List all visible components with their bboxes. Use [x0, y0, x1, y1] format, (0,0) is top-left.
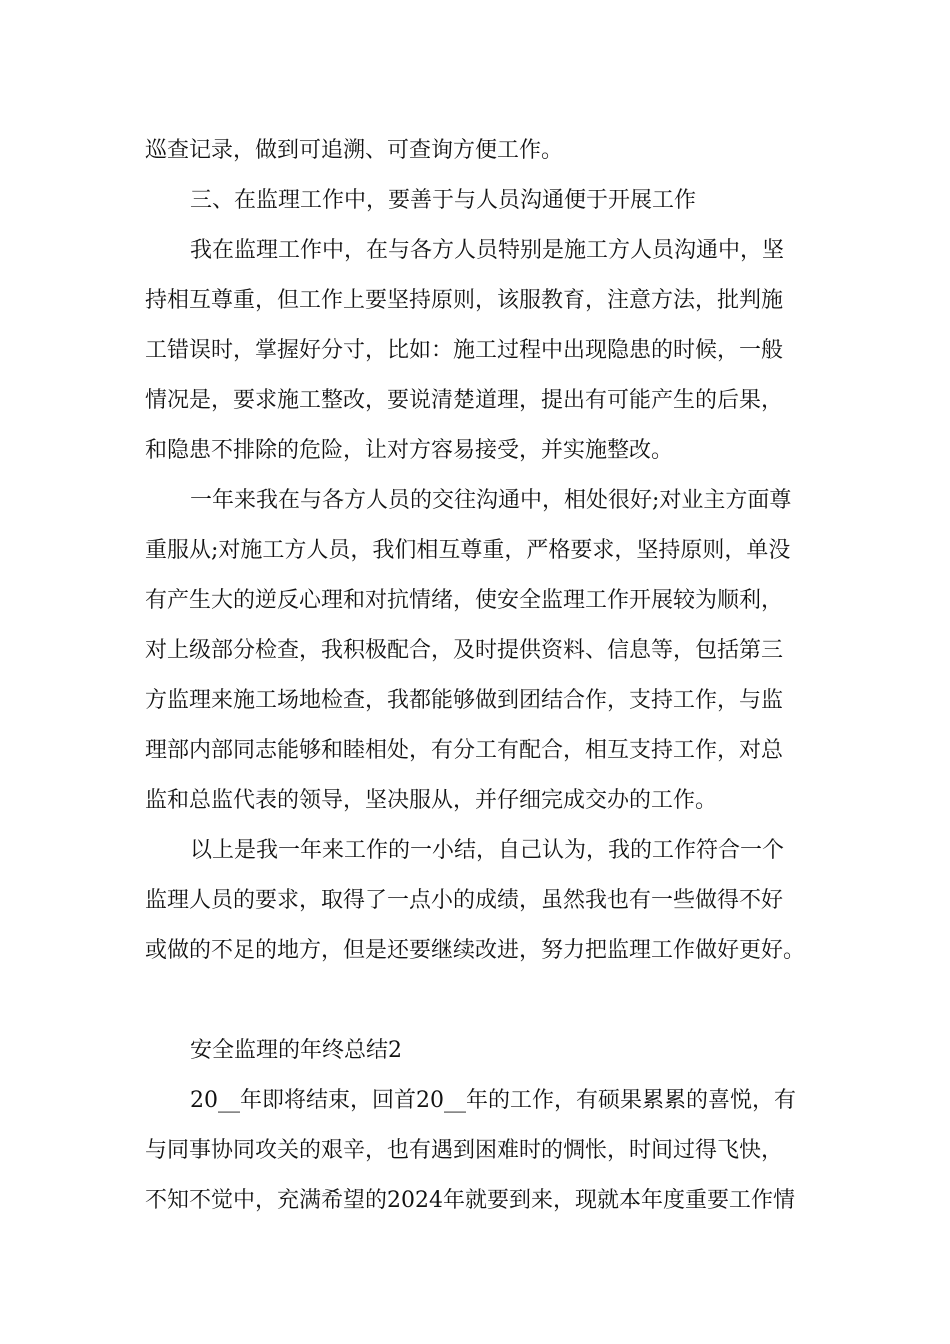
para-year-line-5: 方监理来施工场地检查，我都能够做到团结合作，支持工作，与监 — [145, 688, 784, 713]
para-summary-line-3: 或做的不足的地方，但是还要继续改进，努力把监理工作做好更好。 — [145, 938, 806, 963]
para-year-line-2: 重服从;对施工方人员，我们相互尊重，严格要求，坚持原则，单没 — [145, 538, 791, 563]
para-year-line-3: 有产生大的逆反心理和对抗情绪，使安全监理工作开展较为顺利， — [145, 588, 784, 613]
para-intro2-line-1: 20__年即将结束，回首20__年的工作，有硕果累累的喜悦，有 — [190, 1088, 796, 1113]
para-intro2-line-3: 不知不觉中，充满希望的2024年就要到来，现就本年度重要工作情 — [145, 1188, 795, 1213]
para-communication-line-4: 情况是，要求施工整改，要说清楚道理，提出有可能产生的后果， — [145, 388, 784, 413]
section1-tail-line-1: 巡查记录，做到可追溯、可查询方便工作。 — [145, 138, 564, 163]
para-communication-line-5: 和隐患不排除的危险，让对方容易接受，并实施整改。 — [145, 438, 674, 463]
para-year-line-7: 监和总监代表的领导，坚决服从，并仔细完成交办的工作。 — [145, 788, 718, 813]
para-year-line-6: 理部内部同志能够和睦相处，有分工有配合，相互支持工作，对总 — [145, 738, 784, 763]
para-communication-line-3: 工错误时，掌握好分寸，比如：施工过程中出现隐患的时候，一般 — [145, 338, 784, 363]
para-communication-line-2: 持相互尊重，但工作上要坚持原则，该服教育，注意方法，批判施 — [145, 288, 784, 313]
para-summary-line-2: 监理人员的要求，取得了一点小的成绩，虽然我也有一些做得不好 — [145, 888, 784, 913]
para-intro2-line-2: 与同事协同攻关的艰辛，也有遇到困难时的惆怅，时间过得飞快， — [145, 1138, 784, 1163]
heading-three: 三、在监理工作中，要善于与人员沟通便于开展工作 — [190, 188, 697, 213]
para-year-line-1: 一年来我在与各方人员的交往沟通中，相处很好;对业主方面尊 — [190, 488, 792, 513]
para-communication-line-1: 我在监理工作中，在与各方人员特别是施工方人员沟通中，坚 — [190, 238, 785, 263]
para-year-line-4: 对上级部分检查，我积极配合，及时提供资料、信息等，包括第三 — [145, 638, 784, 663]
section-title-2: 安全监理的年终总结2 — [190, 1038, 402, 1063]
para-summary-line-1: 以上是我一年来工作的一小结，自己认为，我的工作符合一个 — [190, 838, 785, 863]
